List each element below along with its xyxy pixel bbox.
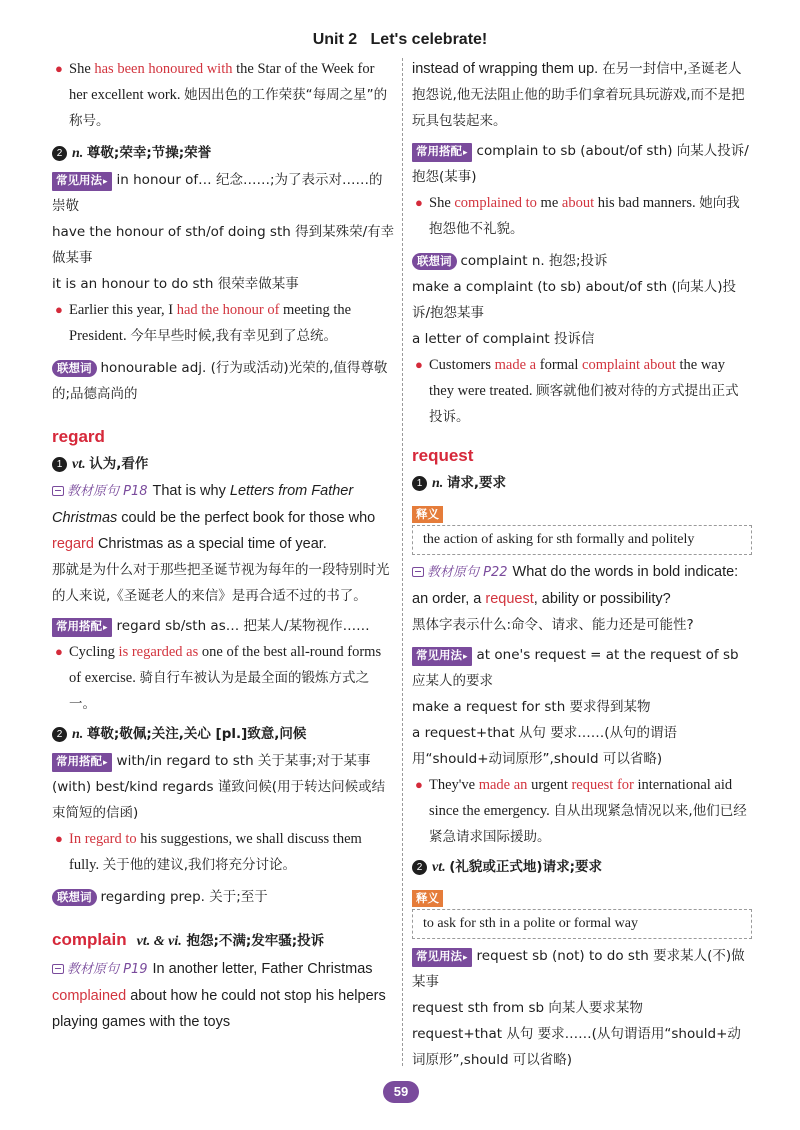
source-label: 教材原句 P19 [67,962,148,977]
usage-block: 常见用法 ▸ in honour of… 纪念……;为了表示对……的崇敬 [52,167,395,219]
sense-number-icon: 2 [52,146,67,161]
collocation-block: 常用搭配 ▸ complain to sb (about/of sth) 向某人投诉/抱怨(某事) [412,138,752,190]
association-line: a letter of complaint 投诉信 [412,331,595,347]
usage-tag: 常见用法 ▸ [412,647,472,666]
usage-line: request sth from sb 向某人要求某物 [412,1000,643,1016]
highlight-phrase: In regard to [69,831,137,847]
bullet-icon: ● [55,644,63,659]
bullet-icon: ● [415,357,423,372]
highlight-phrase: has been honoured with [94,61,233,77]
highlight-phrase: about [561,195,595,211]
example-sentence: ● They've made an urgent request for international aid since the emergency. 自从出现紧急情况以来,他们已经紧急请求国际援助。 [412,772,752,850]
textbook-quote: 教材原句 P22 What do the words in bold indicate: an order, a request, ability or possibility? [412,564,739,607]
headword-regard: regard [52,427,105,446]
sense-number-icon: 1 [52,457,67,472]
collocation-tag: 常用搭配 ▸ [52,618,112,637]
unit-title: Let's celebrate! [370,31,488,48]
highlight-phrase: regard [52,536,94,552]
usage-block: 常见用法 ▸ request sb (not) to do sth 要求某人(不)做某事 [412,943,752,995]
quote-translation: 黑体字表示什么:命令、请求、能力还是可能性? [412,617,694,633]
highlight-phrase: complained to [454,195,537,211]
collocation-tag: 常用搭配 ▸ [412,143,472,162]
bullet-icon: ● [415,777,423,792]
example-sentence: ● In regard to his suggestions, we shall discuss them fully. 关于他的建议,我们将充分讨论。 [52,826,395,878]
usage-block: 常见用法 ▸ at one's request = at the request of sb 应某人的要求 [412,642,752,694]
bullet-icon: ● [55,302,63,317]
right-column [412,56,752,1073]
usage-line: request+that 从句 要求……(从句谓语用“should+动词原形”,should 可以省略) [412,1026,741,1068]
association-block: 联想词 complaint n. 抱怨;投诉 [412,248,752,274]
sense-number-icon: 1 [412,476,427,491]
unit-label: Unit 2 [312,31,358,48]
part-of-speech: vt. & vi. [136,934,182,949]
collocation-line: (with) best/kind regards 谨致问候(用于转达问候或结束简短的信函) [52,779,386,821]
bullet-icon: ● [415,195,423,210]
highlight-phrase: made an [478,777,528,793]
source-label: 教材原句 P22 [427,565,508,580]
example-sentence: ● Cycling is regarded as one of the best all-round forms of exercise. 骑自行车被认为是最全面的锻炼方式之一。 [52,639,395,717]
sense-heading: 2 n. 尊敬;敬佩;关注,关心 [pl.]致意,问候 [52,721,395,748]
highlight-phrase: made a [494,357,537,373]
example-sentence: ● Customers made a formal complaint about the way they were treated. 顾客就他们被对待的方式提出正式投诉。 [412,352,752,430]
quote-translation: 那就是为什么对于那些把圣诞节视为每年的一段特别时光的人来说,《圣诞老人的来信》是再合适不过的书了。 [52,562,390,604]
headword-complain: complain vt. & vi. 抱怨;不满;发牢骚;投诉 [52,930,325,949]
definition-box [412,885,752,939]
headword-request: request [412,446,474,465]
collocation-block: 常用搭配 ▸ regard sb/sth as… 把某人/某物视作…… [52,613,395,639]
textbook-quote: 教材原句 P19 In another letter, Father Christmas complained about how he could not stop his helpers playing games with the toys [52,961,386,1030]
association-tag: 联想词 [52,889,97,906]
sense-number-icon: 2 [52,727,67,742]
definition-text: to ask for sth in a polite or formal way [412,909,752,939]
highlight-phrase: had the honour of [176,302,280,318]
usage-line: have the honour of sth/of doing sth 得到某殊荣/有幸做某事 [52,224,395,266]
sense-heading: 2 n. 尊敬;荣幸;节操;荣誉 [52,140,395,167]
usage-line: make a request for sth 要求得到某物 [412,699,651,715]
definition-tag: 释义 [412,506,443,523]
book-icon [52,486,64,496]
sense-heading: 1 vt. 认为,看作 [52,451,395,478]
example-sentence: ● She has been honoured with the Star of the Week for her excellent work. 她因出色的工作荣获“每周之星”的称号。 [52,56,395,134]
highlight-phrase: is regarded as [118,644,199,660]
column-divider [402,58,403,1066]
collocation-block: 常用搭配 ▸ with/in regard to sth 关于某事;对于某事 [52,748,395,774]
highlight-phrase: request [485,591,534,607]
example-sentence: ● Earlier this year, I had the honour of meeting the President. 今年早些时候,我有幸见到了总统。 [52,297,395,349]
usage-line: it is an honour to do sth 很荣幸做某事 [52,276,299,292]
textbook-quote: 教材原句 P18 That is why Letters from Father Christmas could be the perfect book for those who regard Christmas as a special time of year. [52,483,376,552]
quote-continuation: instead of wrapping them up. 在另一封信中,圣诞老人抱怨说,他无法阻止他的助手们拿着玩具玩游戏,而不是把玩具包装起来。 [412,61,745,129]
highlight-phrase: request for [571,777,634,793]
highlight-phrase: complaint about [582,357,676,373]
highlight-phrase: complained [52,988,127,1004]
sense-heading: 1 n. 请求,要求 [412,470,752,497]
association-block: 联想词 regarding prep. 关于;至于 [52,884,395,910]
book-icon [52,964,64,974]
usage-line: a request+that 从句 要求……(从句的谓语用“should+动词原形”,should 可以省略) [412,725,677,767]
collocation-tag: 常用搭配 ▸ [52,753,112,772]
definition-box [412,501,752,555]
page-header [0,31,800,49]
book-icon [412,567,424,577]
bullet-icon: ● [55,61,63,76]
association-block: 联想词 honourable adj. (行为或活动)光荣的,值得尊敬的;品德高尚的 [52,360,388,402]
bullet-icon: ● [55,831,63,846]
sense-number-icon: 2 [412,860,427,875]
sense-heading: 2 vt. (礼貌或正式地)请求;要求 [412,854,752,881]
association-tag: 联想词 [52,360,97,377]
association-tag: 联想词 [412,253,457,270]
page-number: 59 [383,1081,419,1103]
source-label: 教材原句 P18 [67,484,148,499]
left-column [52,56,395,1035]
usage-tag: 常见用法 ▸ [412,948,472,967]
definition-tag: 释义 [412,890,443,907]
usage-tag: 常见用法 ▸ [52,172,112,191]
association-line: make a complaint (to sb) about/of sth (向某人)投诉/抱怨某事 [412,279,737,321]
example-sentence: ● She complained to me about his bad manners. 她向我抱怨他不礼貌。 [412,190,752,242]
definition-text: the action of asking for sth formally and politely [412,525,752,555]
